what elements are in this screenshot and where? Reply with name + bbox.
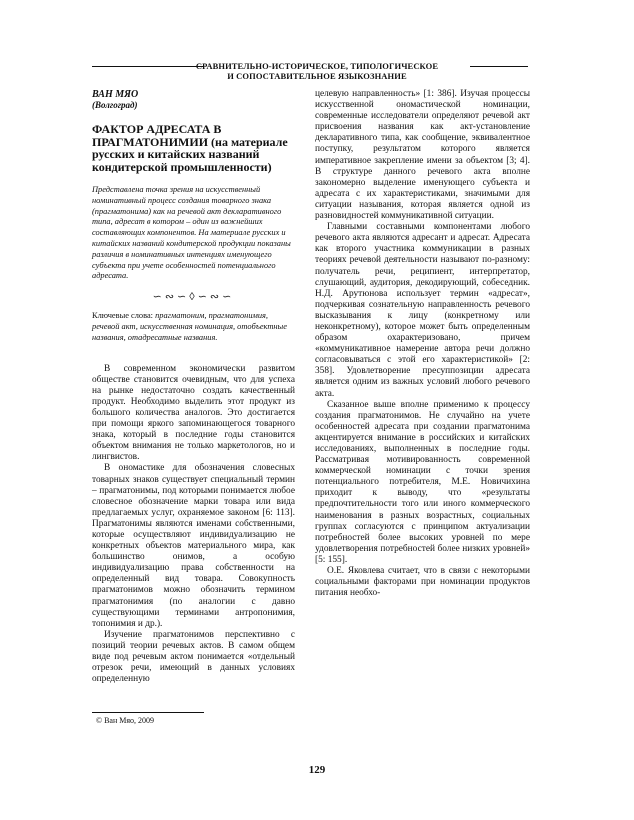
page-number: 129	[308, 764, 326, 776]
body-paragraph: Главными составными компонентами любого речевого акта являются адресант и адресат. Адресата как второго участника коммуникации в разных теориях речевой деятельности называют по-разному: получатель речи, реципиент, интерпретатор, слушающий, аудитория, декодирующий, собеседник. Н.Д. Арутюнова использует термин «адресат», подчеркивая сознательную направленность речевого высказывания к лицу (конкретному или неконкретному), которое может быть определенным образом охарактеризовано, причем «коммуникативное намерение автора речи должно согласовываться с этой его характеристикой» [2: 358]. Удовлетворение пресуппозиции адресата является одним из важных условий любого речевого акта.	[315, 222, 530, 399]
body-paragraph: Сказанное выше вполне применимо к процессу создания прагматонимов. Не случайно на учете особенностей адресата при создании прагматонима акцентируется внимание в российских и китайских исследованиях, выполненных в последние годы. Рассматривая мотивированность современной коммерческой номинации с точки зрения потенциального потребителя, М.Е. Новичихина приходит к выводу, что «результаты предпочтительности того или иного коммерческого наименования в разных возрастных, социальных группах согласуются с принципом актуализации потребностей более высоких уровней по мере удовлетворения потребностей более низких уровней» [5: 155].	[315, 399, 530, 565]
body-paragraph: целевую направленность» [1: 386]. Изучая процессы искусственной ономастической номинации, современные исследователи определяют речевой акт присвоения названия как акт-установление декларативного типа, как сообщение, эквивалентное поступку, результатом которого является императивное закрепление имени за объектом [3; 4]. В структуре данного речевого акта вполне закономерно выделение именующего субъекта и адресата с их характеристиками, значимыми для ситуации называния, которая является одной из разновидностей коммуникативной ситуации.	[315, 89, 530, 222]
body-paragraph: В ономастике для обозначения словесных товарных знаков существует специальный термин – прагматонимы, под которыми понимается любое словесное обозначение марки товара или вида предлагаемых услуг, охраняемое законом [6: 113]. Прагматонимы являются именами собственными, которые осуществляют индивидуализацию не конкретных объектов материального мира, как большинство онимов, а особую индивидуализацию права собственности на определенный вид товара. Совокупность прагматонимов можно обозначить термином прагматонимия (по аналогии с давно существующими терминами антропонимия, топонимия и др.).	[92, 463, 295, 629]
right-column	[315, 89, 530, 599]
footnote-rule	[92, 712, 204, 713]
copyright-note: © Ван Мяо, 2009	[96, 716, 155, 725]
author-city: (Волгоград)	[92, 100, 138, 110]
article-abstract: Представлена точка зрения на искусственный номинативный процесс создания товарного знака (прагматонима) как на речевой акт декларативного типа, адресат в котором – один из важнейших составляющих компонентов. На материале русских и китайских названий кондитерской продукции показаны различия в номинативных интенциях именующего субъекта при учете особенностей потенциального адресата.	[92, 185, 291, 281]
author-name: ВАН МЯО	[92, 89, 139, 100]
keywords	[92, 311, 295, 343]
keywords-list: прагматоним, прагматонимия, речевой акт, искусственная номинация, отобъектные названия, отадресатные названия.	[92, 311, 287, 342]
body-paragraph: В современном экономически развитом обществе становится очевидным, что для успеха на рынке недостаточно создать качественный продукт. Необходимо выделить этот продукт из большого количества аналогов. Это достигается при помощи яркого запоминающегося товарного знака, который в последние годы становится объектом внимания не только маркетологов, но и лингвистов.	[92, 363, 295, 463]
header-line-1: СРАВНИТЕЛЬНО-ИСТОРИЧЕСКОЕ, ТИПОЛОГИЧЕСКОЕ	[195, 61, 439, 71]
left-column	[92, 89, 295, 685]
keywords-label: Ключевые слова:	[92, 311, 156, 321]
article-title: ФАКТОР АДРЕСАТА В ПРАГМАТОНИМИИ (на материале русских и китайских названий кондитерской промышленности)	[92, 122, 288, 174]
body-paragraph: Изучение прагматонимов перспективно с позиций теории речевых актов. В самом общем виде под речевым актом понимается «отдельный отрезок речи, имеющий в данных условиях определенную	[92, 629, 295, 685]
body-paragraph: О.Е. Яковлева считает, что в связи с некоторыми социальными факторами при номинации продуктов питания необхо-	[315, 566, 530, 599]
ornament-divider: ∽∾∽◊∽∾∽	[152, 291, 235, 304]
header-line-2: И СОПОСТАВИТЕЛЬНОЕ ЯЗЫКОЗНАНИЕ	[227, 71, 407, 81]
running-header	[0, 60, 634, 86]
